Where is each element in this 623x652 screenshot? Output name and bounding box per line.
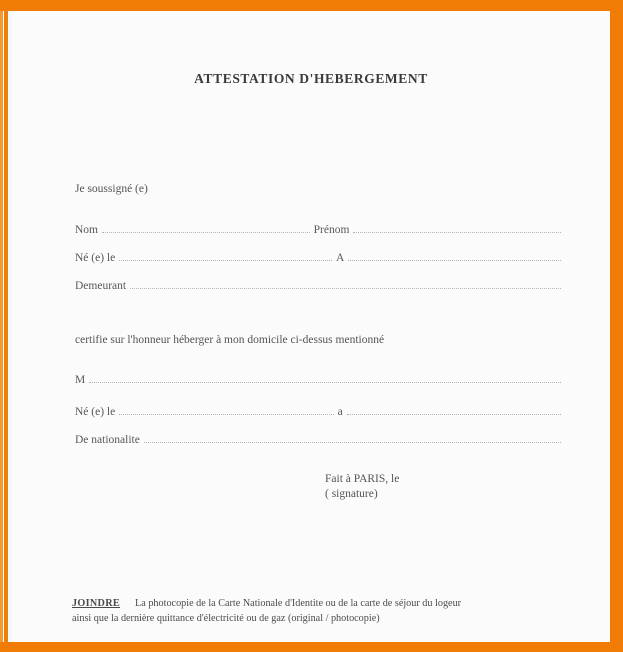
signature-place-line: Fait à PARIS, le: [325, 473, 400, 485]
paper-sheet: [12, 11, 610, 642]
hosted-birth-place-fill-line[interactable]: [347, 404, 561, 415]
field-row-address: [75, 278, 565, 292]
hosted-name-fill-line[interactable]: [89, 372, 561, 383]
signature-label: ( signature): [325, 488, 378, 500]
scan-border-top: [0, 0, 623, 11]
nom-fill-line[interactable]: [102, 222, 310, 233]
nom-label: Nom: [75, 223, 98, 236]
intro-text: Je soussigné (e): [75, 183, 148, 195]
footer-line-1-text: La photocopie de la Carte Nationale d'Identite ou de la carte de séjour du logeur: [135, 598, 462, 609]
hosted-birth-date-fill-line[interactable]: [119, 404, 333, 415]
birth-place-fill-line[interactable]: [348, 250, 561, 261]
field-row-hosted-name: [75, 372, 565, 386]
birth-place-label: A: [335, 251, 345, 264]
field-row-hosted-birth: [75, 404, 565, 418]
prenom-fill-line[interactable]: [353, 222, 561, 233]
footer-keyword: JOINDRE: [72, 598, 120, 609]
birth-date-label: Né (e) le: [75, 251, 116, 264]
footer-line-2: ainsi que la dernière quittance d'électricité ou de gaz (original / photocopie): [72, 613, 380, 624]
signature-block: [325, 472, 399, 502]
birth-date-fill-line[interactable]: [119, 250, 332, 261]
scan-border-right: [610, 0, 623, 652]
prenom-label: Prénom: [313, 223, 350, 236]
field-row-hosted-nationality: [75, 432, 565, 446]
footer-line-1: [72, 596, 461, 611]
field-row-birth: [75, 250, 565, 264]
hosted-nationality-label: De nationalite: [75, 433, 140, 446]
document-title: ATTESTATION D'HEBERGEMENT: [194, 71, 428, 86]
address-label: Demeurant: [75, 279, 127, 292]
hosted-nationality-fill-line[interactable]: [144, 432, 561, 443]
field-row-nom-prenom: [75, 222, 565, 236]
hosted-name-label: M: [75, 373, 86, 386]
hosted-birth-place-label: a: [337, 405, 343, 418]
hosted-birth-date-label: Né (e) le: [75, 405, 116, 418]
address-fill-line[interactable]: [130, 278, 561, 289]
statement-text: certifie sur l'honneur héberger à mon domicile ci-dessus mentionné: [75, 334, 385, 346]
scan-border-bottom: [0, 642, 623, 652]
scan-border-left-edge: [0, 0, 3, 652]
footer-note: [72, 596, 461, 626]
